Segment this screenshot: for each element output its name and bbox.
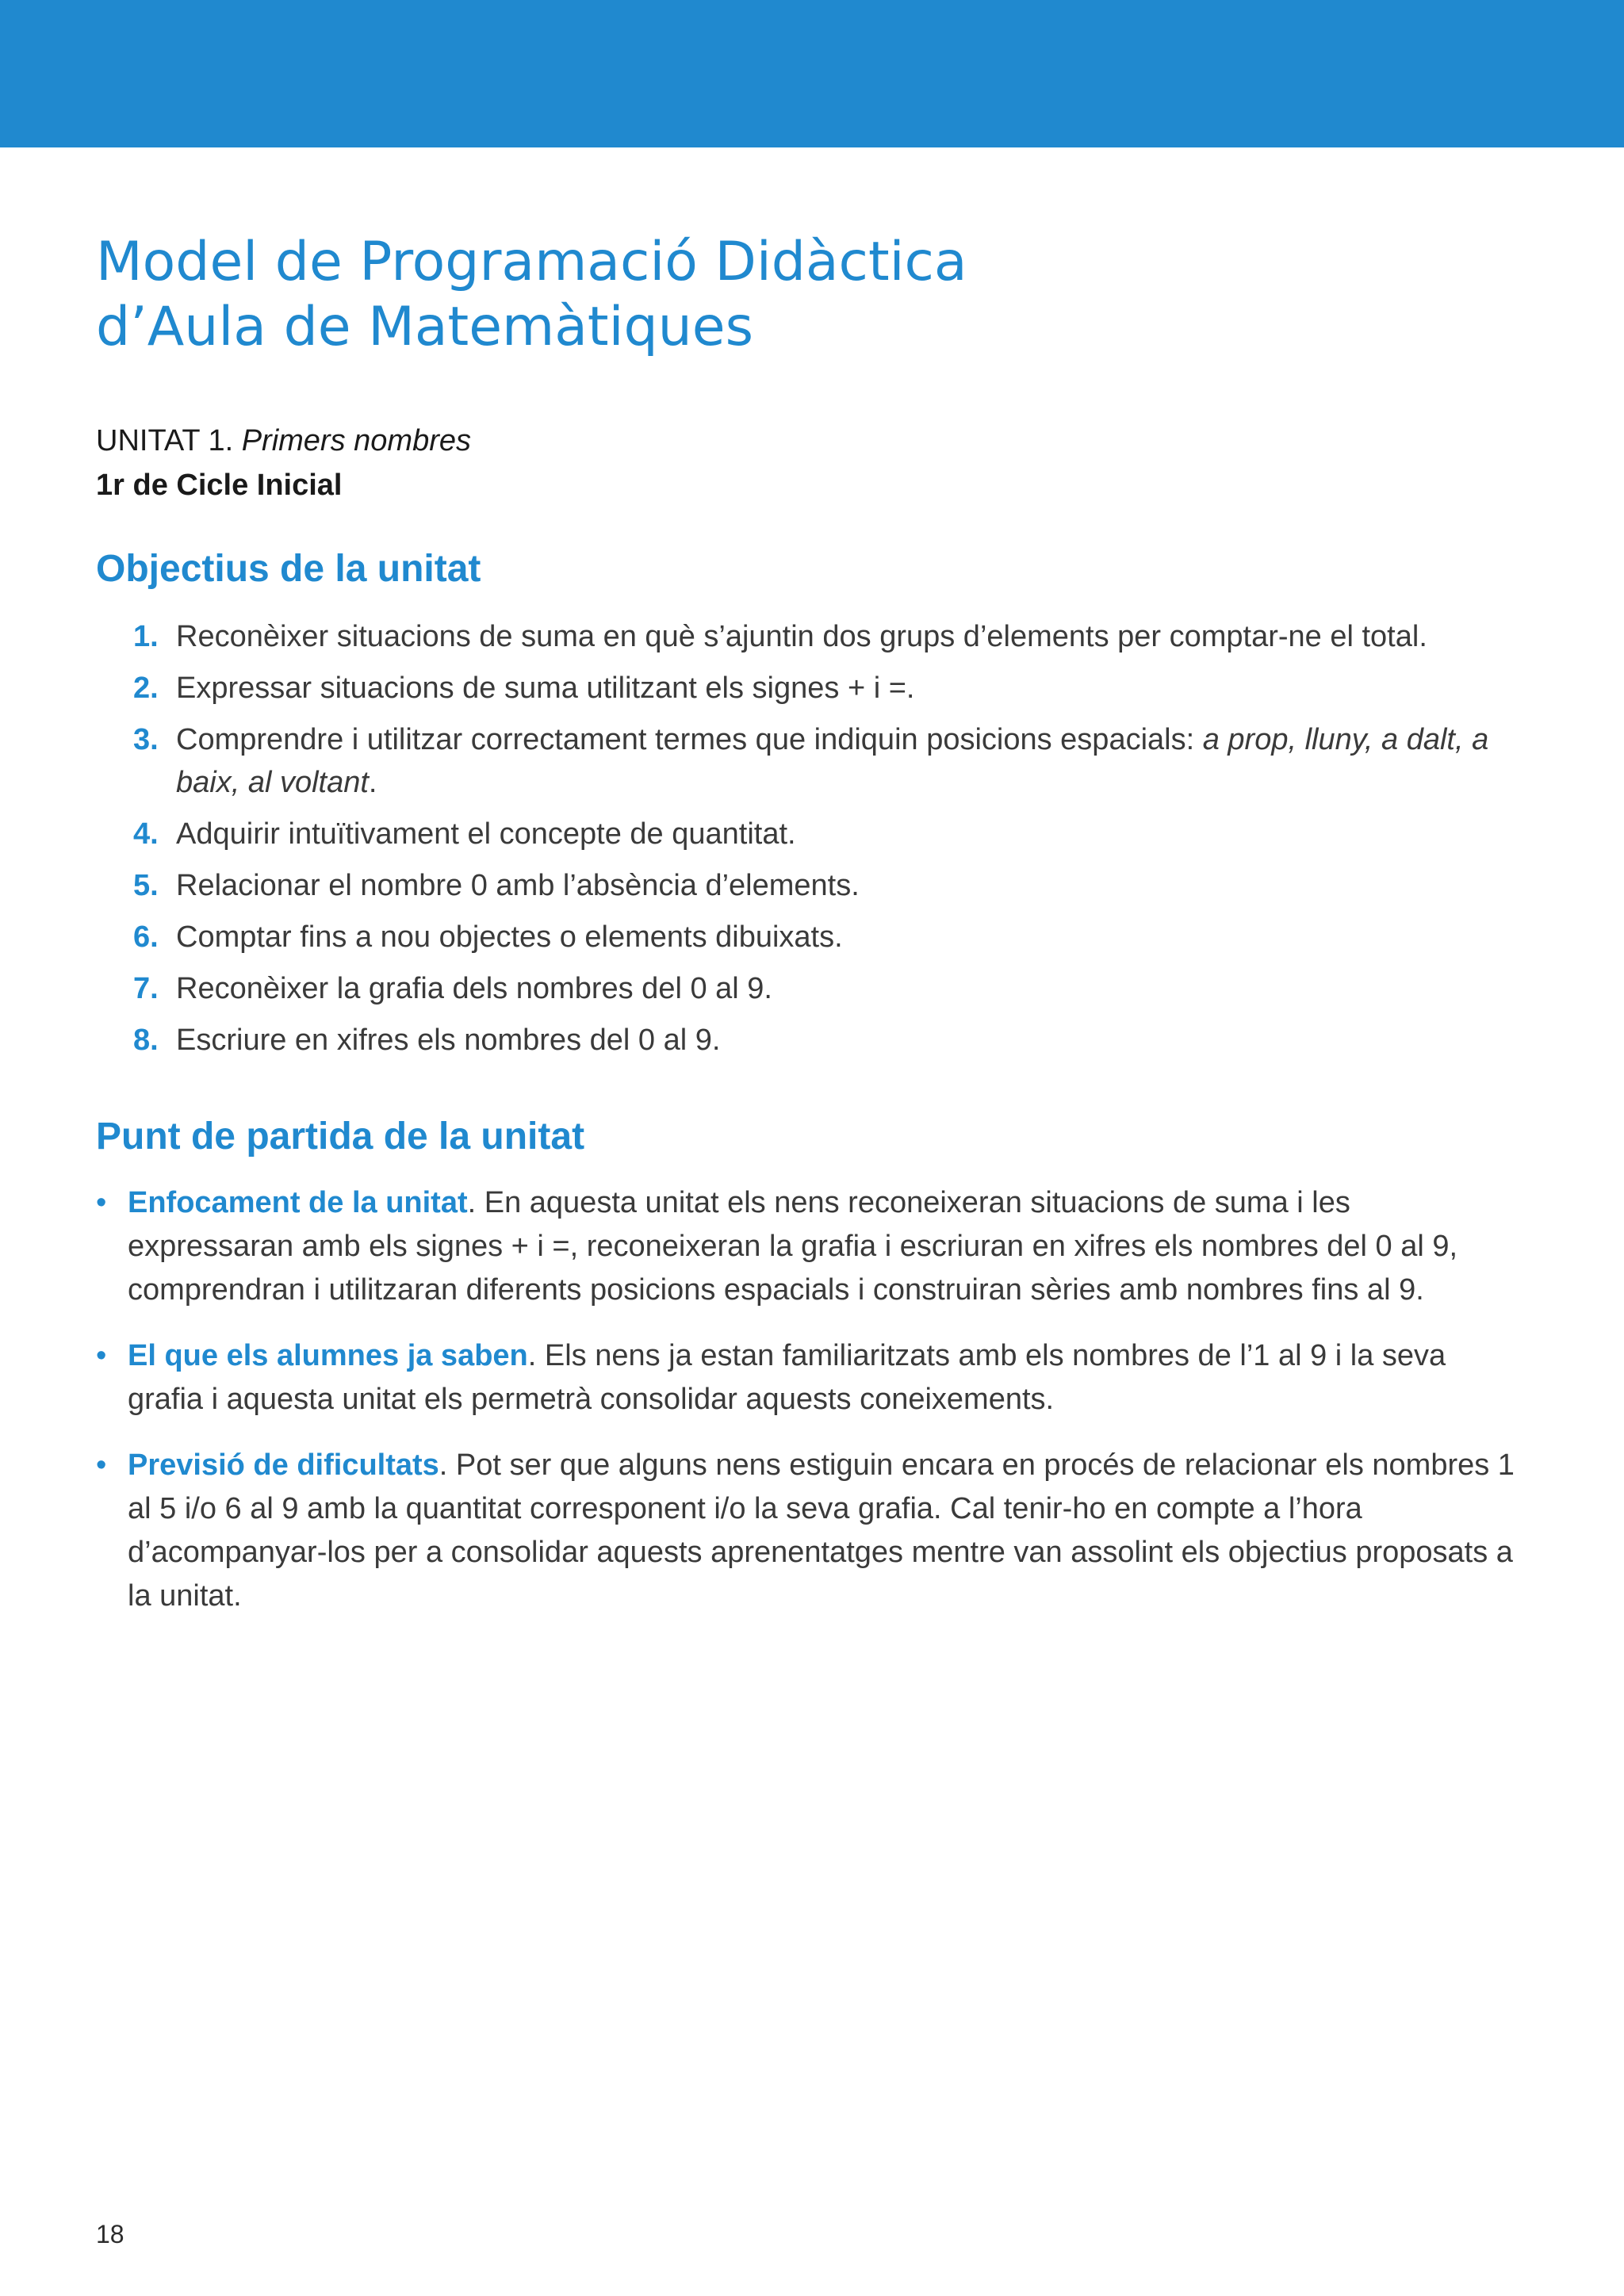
objective-text: Expressar situacions de suma utilitzant els signes + i =. — [176, 672, 915, 705]
starting-point-text: . En aquesta unitat els nens reconeixeran situacions de suma i les expressaran amb els signes + i =, reconeixeran la grafia i escriuran en xifres els nombres del 0 al 9, comprendran i utilitzaran diferents posicions espacials i construiran sèries amb nombres fins al 9. — [128, 1186, 1458, 1307]
objective-number: 3. — [133, 723, 159, 756]
objective-text: Comptar fins a nou objectes o elements dibuixats. — [176, 920, 843, 954]
objective-item — [133, 667, 1529, 710]
objective-number: 8. — [133, 1024, 159, 1057]
starting-point-heading: Punt de partida de la unitat — [96, 1115, 585, 1158]
page-title-line-1: Model de Programació Didàctica — [96, 231, 967, 293]
objective-text: Comprendre i utilitzar correctament termes que indiquin posicions espacials: — [176, 723, 1203, 756]
objective-text: Adquirir intuïtivament el concepte de quantitat. — [176, 817, 796, 851]
objective-number: 7. — [133, 972, 159, 1005]
objective-number: 2. — [133, 672, 159, 705]
unit-grade: 1r de Cicle Inicial — [96, 469, 343, 502]
starting-point-lead: Previsió de dificultats — [128, 1448, 439, 1482]
objective-number: 4. — [133, 817, 159, 851]
starting-point-lead: Enfocament de la unitat — [128, 1186, 468, 1219]
objective-item — [133, 916, 1529, 959]
page-number: 18 — [96, 2220, 124, 2248]
unit-line — [96, 419, 471, 463]
objective-item — [133, 967, 1529, 1010]
page-title — [96, 230, 1285, 360]
header-band — [0, 0, 1624, 147]
objective-number: 5. — [133, 869, 159, 902]
starting-point-list — [96, 1181, 1523, 1640]
objective-item — [133, 864, 1529, 907]
unit-name: Primers nombres — [241, 424, 471, 457]
unit-info — [96, 419, 471, 507]
objective-text: Escriure en xifres els nombres del 0 al 9. — [176, 1024, 721, 1057]
objective-text: Reconèixer la grafia dels nombres del 0 al 9. — [176, 972, 772, 1005]
starting-point-lead: El que els alumnes ja saben — [128, 1339, 528, 1372]
objective-text: Reconèixer situacions de suma en què s’ajuntin dos grups d’elements per comptar-ne el total. — [176, 620, 1427, 653]
objectives-heading: Objectius de la unitat — [96, 548, 481, 590]
page-title-line-2: d’Aula de Matemàtiques — [96, 296, 754, 358]
objective-item — [133, 813, 1529, 855]
starting-point-item — [96, 1444, 1523, 1618]
objective-item — [133, 1019, 1529, 1062]
objective-text-end: . — [368, 766, 377, 799]
objective-item — [133, 718, 1529, 804]
objective-number: 1. — [133, 620, 159, 653]
bullet-icon: • — [96, 1186, 107, 1219]
starting-point-text: . Els nens ja estan familiaritzats amb els nombres de l’1 al 9 i la seva grafia i aquesta unitat els permetrà consolidar aquests coneixements. — [128, 1339, 1446, 1416]
objectives-list — [133, 615, 1529, 1070]
bullet-icon: • — [96, 1448, 107, 1482]
objective-number: 6. — [133, 920, 159, 954]
starting-point-item — [96, 1181, 1523, 1312]
starting-point-item — [96, 1334, 1523, 1422]
objective-italic-terms: a prop, lluny, a dalt, a baix, al voltant — [176, 723, 1489, 799]
unit-label: UNITAT 1. — [96, 424, 234, 457]
starting-point-text: . Pot ser que alguns nens estiguin encara en procés de relacionar els nombres 1 al 5 i/o 6 al 9 amb la quantitat corresponent i/o la seva grafia. Cal tenir-ho en compte a l’hora d’acompanyar-los per a consolidar aquests aprenentatges mentre van assolint els objectius proposats a la unitat. — [128, 1448, 1515, 1613]
objective-item — [133, 615, 1529, 658]
bullet-icon: • — [96, 1339, 107, 1372]
objective-text: Relacionar el nombre 0 amb l’absència d’elements. — [176, 869, 860, 902]
